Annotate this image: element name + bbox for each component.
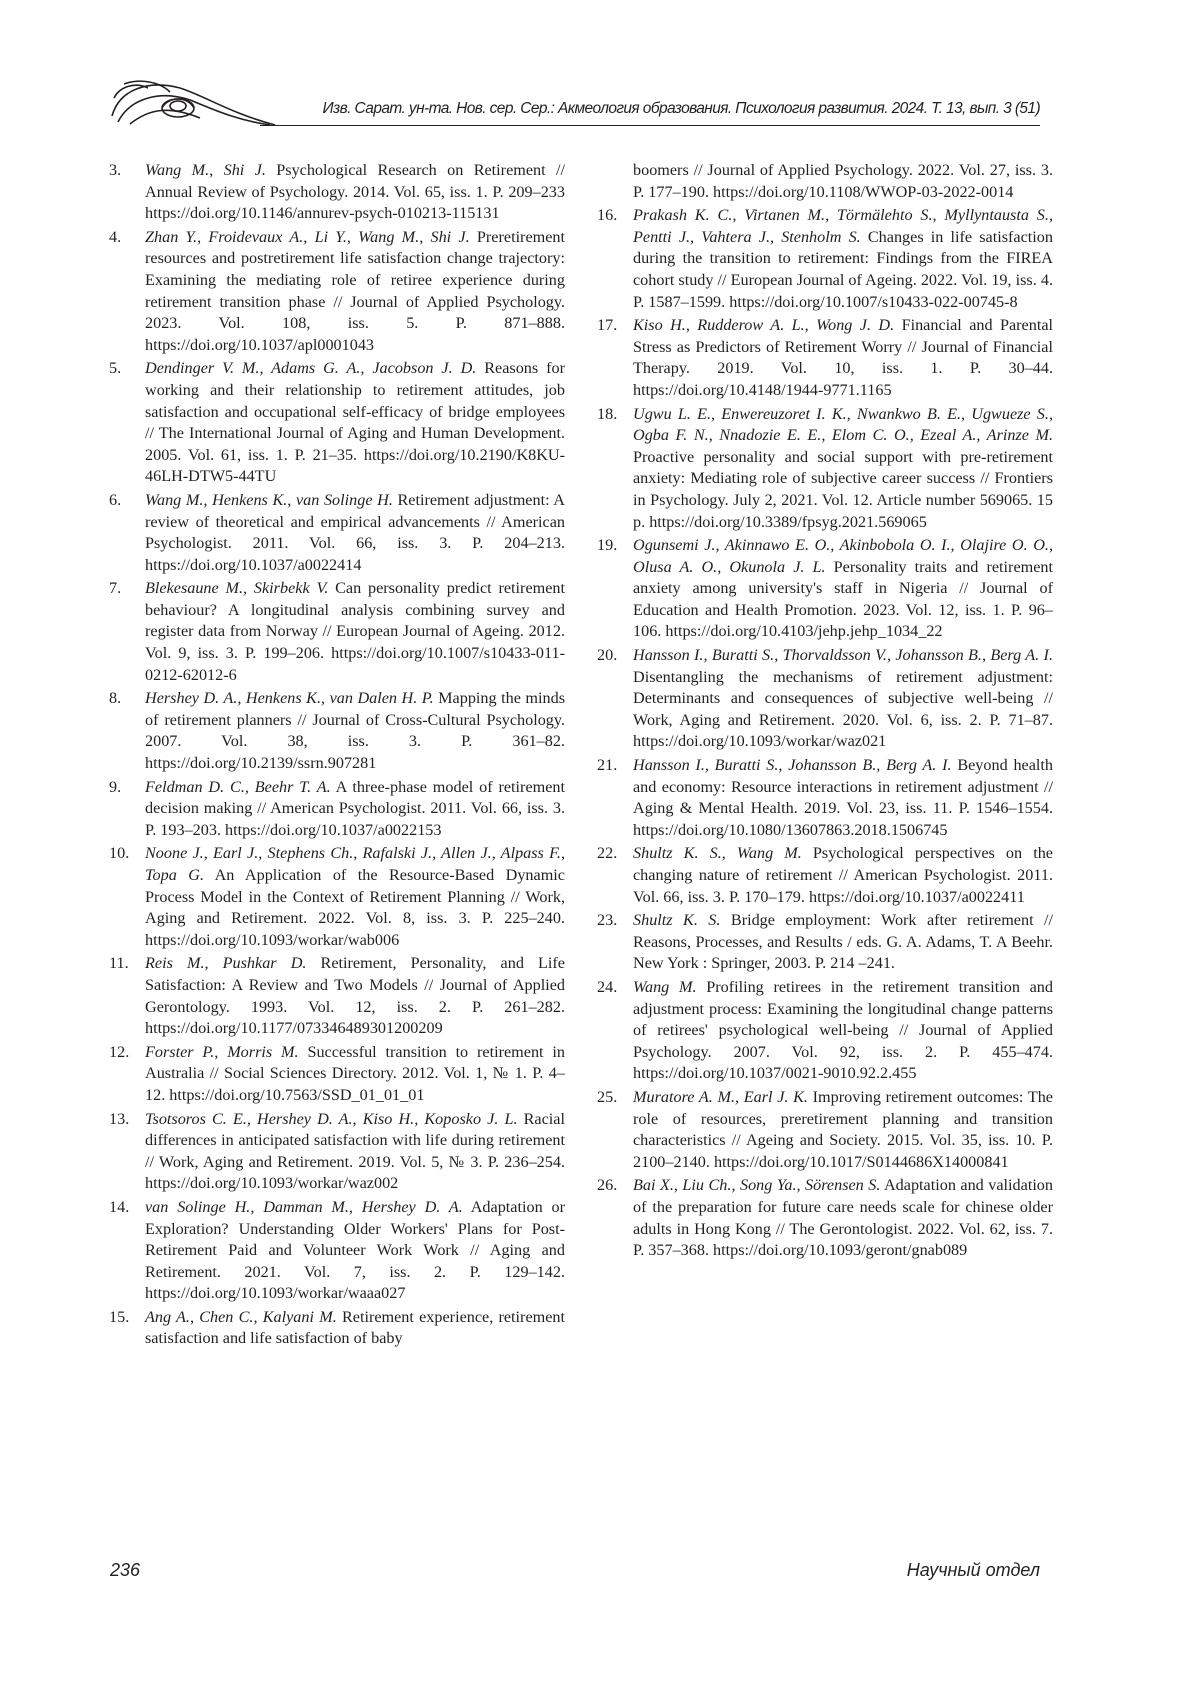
reference-number: 24. (597, 977, 618, 996)
journal-title: Изв. Сарат. ун-та. Нов. сер. Сер.: Акмеология образования. Психология развития. 2024. Т. 13, вып. 3 (51) (322, 100, 1040, 117)
reference-item (109, 688, 565, 774)
reference-number: 7. (109, 579, 122, 598)
reference-continuation: boomers // Journal of Applied Psychology. 2022. Vol. 27, iss. 3. P. 177–190. https://doi.org/10.1108/WWOP-03-2022-0014 (633, 161, 1053, 201)
reference-number: 5. (109, 359, 122, 378)
reference-text: Racial differences in anticipated satisfaction with life during retirement // Work, Aging and Retirement. 2019. Vol. 5, № 3. P. 236–254. https://doi.org/10.1093/workar/waz002 (145, 1109, 565, 1193)
reference-authors: Reis M., Pushkar D. (145, 954, 307, 973)
reference-number: 12. (109, 1042, 130, 1061)
section-name: Научный отдел (906, 1560, 1040, 1580)
reference-text: Proactive personality and social support with pre-retirement anxiety: Mediating role of subjective career success // Frontiers in Psychology. July 2, 2021. Vol. 12. Article number 569065. 15 p. https://doi.org/10.3389/fpsyg.2021.569065 (633, 447, 1053, 531)
reference-text: Psychological Research on Retirement // Annual Review of Psychology. 2014. Vol. 65, iss. 1. P. 209–233 https://doi.org/10.1146/annurev-psych-010213-115131 (145, 161, 565, 223)
reference-authors: Shultz K. S., Wang M. (633, 844, 802, 863)
left-column (109, 160, 566, 1352)
reference-item (109, 490, 565, 576)
page-number: 236 (110, 1560, 141, 1580)
reference-authors: Blekesaune M., Skirbekk V. (145, 579, 329, 598)
reference-text: Psychological perspectives on the changing nature of retirement // American Psychologist. 2011. Vol. 66, iss. 3. P. 170–179. https://doi.org/10.1037/a0022411 (633, 844, 1053, 906)
reference-authors: Hansson I., Buratti S., Thorvaldsson V., Johansson B., Berg A. I. (633, 646, 1053, 665)
reference-number: 6. (109, 490, 122, 509)
reference-authors: Ang A., Chen C., Kalyani M. (145, 1307, 337, 1326)
reference-item (597, 535, 1053, 643)
reference-number: 25. (597, 1087, 618, 1106)
reference-number: 17. (597, 316, 618, 335)
reference-authors: Shultz K. S. (633, 911, 721, 930)
reference-item (597, 404, 1053, 534)
reference-number: 18. (597, 404, 618, 423)
reference-item (597, 645, 1053, 753)
reference-text: Mapping the minds of retirement planners // Journal of Cross-Cultural Psychology. 2007. Vol. 38, iss. 3. P. 361–82. https://doi.org/10.2139/ssrn.907281 (145, 689, 565, 773)
reference-text: Beyond health and economy: Resource interactions in retirement adjustment // Aging & Mental Health. 2019. Vol. 23, iss. 11. P. 1546–1554. https://doi.org/10.1080/13607863.2018.1506745 (633, 756, 1053, 839)
reference-authors: Hershey D. A., Henkens K., van Dalen H. P. (145, 689, 434, 708)
reference-item (597, 1175, 1053, 1261)
reference-text: Disentangling the mechanisms of retirement adjustment: Determinants and consequences of subjective well-being // Work, Aging and Retirement. 2020. Vol. 6, iss. 2. P. 71–87. https://doi.org/10.1093/workar/waz021 (633, 667, 1053, 751)
reference-text: Can personality predict retirement behaviour? A longitudinal analysis combining survey and register data from Norway // European Journal of Ageing. 2012. Vol. 9, iss. 3. P. 199–206. https://doi.org/10.1007/s10433-011-0212-62012-6 (145, 579, 565, 684)
reference-number: 11. (109, 954, 129, 973)
header-rule (260, 125, 1040, 126)
reference-text: Preretirement resources and postretirement life satisfaction change trajectory: Examining the mediating role of retiree experience during retirement transition phase // Journal of Applied Psychology. 2023. Vol. 108, iss. 5. P. 871–888. https://doi.org/10.1037/apl0001043 (145, 227, 566, 354)
reference-authors: Hansson I., Buratti S., Johansson B., Berg A. I. (633, 756, 952, 775)
reference-authors: Wang M. (633, 977, 697, 996)
reference-item (109, 160, 565, 225)
running-header (110, 78, 1040, 128)
reference-text: Adaptation or Exploration? Understanding Older Workers' Plans for Post-Retirement Paid and Volunteer Work Work // Aging and Retirement. 2021. Vol. 7, iss. 2. P. 129–142. https://doi.org/10.1093/workar/waaa027 (145, 1197, 565, 1303)
reference-item (109, 1197, 565, 1305)
ornament-logo-icon (110, 78, 280, 128)
reference-authors: Ogunsemi J., Akinnawo E. O., Akinbobola O. I., Olajire O. O., Olusa A. O., Okunola J. L. (633, 536, 1053, 576)
reference-text: Retirement adjustment: A review of theoretical and empirical advancements // American Psychologist. 2011. Vol. 66, iss. 3. P. 204–213. https://doi.org/10.1037/a0022414 (145, 490, 565, 574)
reference-text: Changes in life satisfaction during the transition to retirement: Findings from the FIREA cohort study // European Journal of Ageing. 2022. Vol. 19, iss. 4. P. 1587–1599. https://doi.org/10.1007/s10433-022-00745-8 (633, 227, 1053, 311)
reference-authors: Tsotsoros C. E., Hershey D. A., Kiso H., Koposko J. L. (145, 1109, 518, 1128)
reference-item (597, 205, 1053, 313)
reference-item (109, 777, 565, 842)
reference-authors: Muratore A. M., Earl J. K. (633, 1087, 808, 1106)
reference-text: Financial and Parental Stress as Predictors of Retirement Worry // Journal of Financial Therapy. 2019. Vol. 10, iss. 1. P. 30–44. https://doi.org/10.4148/1944-9771.1165 (633, 316, 1053, 399)
reference-item (597, 910, 1053, 975)
reference-item (597, 755, 1053, 841)
reference-item (597, 977, 1053, 1085)
reference-item (109, 1109, 565, 1195)
reference-text: Bridge employment: Work after retirement // Reasons, Processes, and Results / eds. G. A. Adams, T. A Beehr. New York : Springer, 2003. P. 214 –241. (633, 911, 1053, 973)
reference-authors: Wang M., Shi J. (145, 161, 266, 179)
reference-text: Successful transition to retirement in Australia // Social Sciences Directory. 2012. Vol. 1, № 1. P. 4–12. https://doi.org/10.7563/SSD_01_01_01 (145, 1042, 565, 1104)
reference-item (109, 227, 566, 357)
reference-text: A three-phase model of retirement decision making // American Psychologist. 2011. Vol. 66, iss. 3. P. 193–203. https://doi.org/10.1037/a0022153 (145, 777, 565, 839)
reference-authors: Prakash K. C., Virtanen M., Törmälehto S., Myllyntausta S., Pentti J., Vahtera J., Stenholm S. (633, 206, 1053, 246)
reference-item (109, 358, 565, 488)
reference-text: Retirement, Personality, and Life Satisfaction: A Review and Two Models // Journal of Applied Gerontology. 1993. Vol. 12, iss. 2. P. 261–282. https://doi.org/10.1177/073346489301200209 (145, 954, 565, 1038)
reference-authors: Kiso H., Rudderow A. L., Wong J. D. (633, 316, 895, 335)
reference-number: 8. (109, 689, 122, 708)
reference-item (109, 578, 565, 686)
reference-item (109, 1307, 565, 1350)
reference-number: 22. (597, 844, 618, 863)
reference-authors: Noone J., Earl J., Stephens Ch., Rafalski J., Allen J., Alpass F., Topa G. (145, 844, 565, 884)
reference-item (597, 843, 1053, 908)
reference-number: 20. (597, 646, 618, 665)
reference-text: Personality traits and retirement anxiety among university's staff in Nigeria // Journal of Education and Health Promotion. 2023. Vol. 12, iss. 1. P. 96–106. https://doi.org/10.4103/jehp.jehp_1034_22 (633, 557, 1053, 641)
reference-number: 19. (597, 536, 618, 555)
reference-item (109, 843, 565, 951)
reference-text: Improving retirement outcomes: The role of resources, preretirement planning and transition characteristics // Ageing and Society. 2015. Vol. 35, iss. 10. P. 2100–2140. https://doi.org/10.1017/S0144686X14000841 (633, 1087, 1053, 1171)
reference-number: 9. (109, 777, 122, 796)
reference-authors: Bai X., Liu Ch., Song Ya., Sörensen S. (633, 1176, 881, 1195)
reference-item (109, 953, 565, 1039)
reference-text: Retirement experience, retirement satisfaction and life satisfaction of baby (145, 1307, 565, 1348)
reference-number: 16. (597, 206, 618, 225)
reference-text: Reasons for working and their relationship to retirement attitudes, job satisfaction and occupational self-efficacy of bridge employees // The International Journal of Aging and Human Development. 2005. Vol. 61, iss. 1. P. 21–35. https://doi.org/10.2190/K8KU-46LH-DTW5-44TU (145, 359, 565, 486)
reference-authors: Feldman D. C., Beehr T. A. (145, 777, 331, 796)
reference-number: 14. (109, 1197, 130, 1216)
reference-authors: Dendinger V. M., Adams G. A., Jacobson J. D. (145, 359, 477, 378)
reference-authors: Zhan Y., Froidevaux A., Li Y., Wang M., Shi J. (145, 227, 470, 246)
reference-number: 10. (109, 844, 130, 863)
reference-item (109, 1042, 565, 1107)
reference-item (597, 1087, 1053, 1173)
reference-text: Profiling retirees in the retirement transition and adjustment process: Examining the longitudinal change patterns of retirees' psychological well-being // Journal of Applied Psychology. 2007. Vol. 92, iss. 2. P. 455–474. https://doi.org/10.1037/0021-9010.92.2.455 (633, 977, 1053, 1083)
reference-number: 13. (109, 1109, 130, 1128)
reference-authors: Forster P., Morris M. (145, 1042, 299, 1061)
reference-authors: van Solinge H., Damman M., Hershey D. A. (145, 1197, 463, 1216)
reference-number: 21. (597, 756, 618, 775)
reference-text: An Application of the Resource-Based Dynamic Process Model in the Context of Retirement Planning // Work, Aging and Retirement. 2022. Vol. 8, iss. 3. P. 225–240. https://doi.org/10.1093/workar/wab006 (145, 866, 565, 949)
reference-number: 4. (109, 227, 122, 246)
reference-item (597, 315, 1053, 401)
reference-number: 26. (597, 1176, 618, 1195)
reference-authors: Wang M., Henkens K., van Solinge H. (145, 490, 393, 509)
reference-authors: Ugwu L. E., Enwereuzoret I. K., Nwankwo B. E., Ugwueze S., Ogba F. N., Nnadozie E. E., Elom C. O., Ezeal A., Arinze M. (633, 404, 1053, 445)
reference-text: Adaptation and validation of the preparation for future care needs scale for chinese older adults in Hong Kong // The Gerontologist. 2022. Vol. 62, iss. 7. P. 357–368. https://doi.org/10.1093/geront/gnab089 (633, 1176, 1053, 1260)
reference-number: 15. (109, 1307, 130, 1326)
right-column (597, 160, 1053, 1264)
reference-number: 23. (597, 911, 618, 930)
reference-number: 3. (109, 161, 122, 179)
